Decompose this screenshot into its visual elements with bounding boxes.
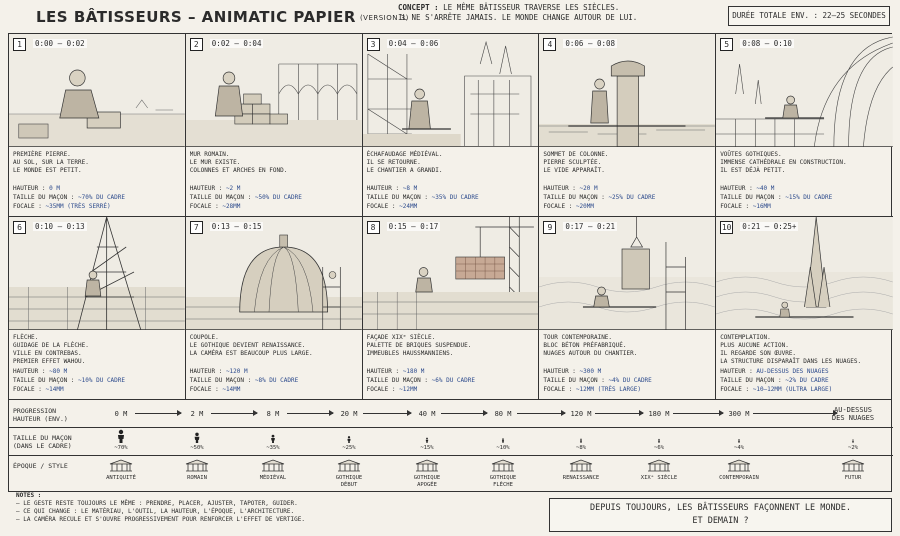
epoch-label: MÉDIÉVAL [259,475,287,481]
focale-value: ~12MM (TRÈS LARGE) [575,386,641,393]
focale-label: FOCALE : [189,203,219,210]
focale-value: ~24MM [399,203,418,210]
hauteur-label: HAUTEUR : [366,185,400,192]
hauteur-value: ~300 M [579,368,602,375]
height-marker: 0 M [114,410,128,418]
panel-description: FLÈCHE. GUIDAGE DE LA FLÈCHE. VILLE EN CONTREBAS. PREMIER EFFET WAHOU. [13,334,89,365]
panel-stats [720,184,889,211]
focale-label: FOCALE : [13,386,42,393]
note-item: – CE QUI CHANGE : LE MATÉRIAU, L'OUTIL, LA HAUTEUR, L'ÉPOQUE, L'ARCHITECTURE. [16,508,295,515]
hauteur-value: ~120 M [225,368,248,375]
mason-size-marker [177,429,217,451]
panel-stats [543,367,711,394]
panel-description: MUR ROMAIN. LE MUR EXISTE. COLONNES ET ARCHES EN FOND. [189,151,288,174]
mason-figure-icon [496,429,510,443]
focale-label: FOCALE : [366,386,396,393]
taille-value: ~10% DU CADRE [78,377,126,384]
mason-size-value: ~50% [190,445,204,451]
hauteur-value: ~20 M [579,185,598,192]
panel-time: 0:21 – 0:25+ [742,222,797,231]
mason-size-value: ~4% [734,445,744,451]
panel-number: 6 [13,221,26,234]
storyboard-panel-9 [539,217,716,400]
building-icon [336,459,362,472]
focale-label: FOCALE : [720,203,750,210]
mason-figure-icon [732,429,746,443]
version-label: (VERSION 3) [359,13,409,22]
epoch-label: ROMAIN [187,475,207,481]
hauteur-value: ~80 M [49,368,68,375]
conclusion-line-2: ET DEMAIN ? [692,516,749,526]
focale-label: FOCALE : [720,386,750,393]
panel-sketch [9,217,185,330]
taille-value: ~70% DU CADRE [78,194,126,201]
panel-sketch [186,217,362,330]
focale-label: FOCALE : [366,203,396,210]
panel-stats [543,184,711,211]
storyboard-panel-6 [9,217,186,400]
panel-stats [13,184,181,211]
panel-number: 10 [721,223,732,232]
panel-number: 9 [543,221,556,234]
taille-value: ~25% DU CADRE [608,194,656,201]
panel-sketch [716,34,893,147]
taille-value: ~6% DU CADRE [431,377,475,384]
hauteur-label: HAUTEUR : [543,185,576,192]
hauteur-label: HAUTEUR : [543,368,576,375]
height-marker: 20 M [340,410,358,418]
storyboard-panel-1 [9,34,186,217]
height-marker: 80 M [494,410,512,418]
epoch-label: GOTHIQUE FLÈCHE [489,475,517,488]
mason-size-value: ~10% [496,445,510,451]
mason-figure-icon [652,429,666,443]
mason-size-marker [329,429,369,451]
mason-size-value: ~8% [576,445,586,451]
panel-description: VOÛTES GOTHIQUES. IMMENSE CATHÉDRALE EN CONSTRUCTION. IL EST DÉJÀ PETIT. [720,151,847,174]
focale-value: ~16MM [752,203,771,210]
panel-sketch [363,217,539,330]
epoch-label: FUTUR [844,475,862,481]
mason-size-marker [483,429,523,451]
epoch-marker [821,459,885,482]
storyboard-panel-4 [539,34,716,217]
height-marker: 120 M [570,410,592,418]
taille-label: TAILLE DU MAÇON : [720,377,782,384]
mason-size-value: ~15% [420,445,434,451]
hauteur-label: HAUTEUR : [189,185,223,192]
taille-label: TAILLE DU MAÇON : [543,377,605,384]
panel-time: 0:15 – 0:17 [388,222,439,231]
panel-time: 0:04 – 0:06 [388,39,439,48]
height-marker: 300 M [728,410,750,418]
epoch-label: ANTIQUITÉ [106,475,136,481]
taille-value: ~50% DU CADRE [254,194,302,201]
epoch-marker [165,459,229,482]
focale-label: FOCALE : [543,203,573,210]
notes [16,492,536,524]
panel-time: 0:02 – 0:04 [211,39,262,48]
concept-text [398,3,637,23]
duration-box: DURÉE TOTALE ENV. : 22–25 SECONDES [728,6,890,26]
mason-figure-icon [114,429,128,443]
panel-description: COUPOLE. LE GOTHIQUE DEVIENT RENAISSANCE. LA CAMÉRA EST BEAUCOUP PLUS LARGE. [189,334,313,357]
epoch-label: GOTHIQUE DÉBUT [335,475,363,488]
epoch-label: XIXᵉ SIÈCLE [640,475,678,481]
timeline-row-taille [9,428,893,456]
mason-figure-icon [420,429,434,443]
panel-description: CONTEMPLATION. PLUS AUCUNE ACTION. IL REGARDE SON ŒUVRE. LA STRUCTURE DISPARAÎT DANS LES NUAGES. [720,334,862,365]
epoch-marker [471,459,535,489]
focale-value: ~20MM [575,203,594,210]
building-icon [726,459,752,472]
focale-label: FOCALE : [13,203,42,210]
epoch-marker [707,459,771,482]
building-icon [414,459,440,472]
focale-value: ~14MM [222,386,241,393]
epoch-marker [549,459,613,482]
notes-title: NOTES : [16,492,42,499]
epoch-label: RENAISSANCE [562,475,600,481]
height-marker: 40 M [418,410,436,418]
panel-sketch [363,34,539,147]
building-icon [108,459,134,472]
mason-figure-icon [846,429,860,443]
taille-label: TAILLE DU MAÇON : [366,377,429,384]
panel-number: 3 [367,38,380,51]
panel-time: 0:06 – 0:08 [565,39,616,48]
mason-size-value: ~25% [342,445,356,451]
timeline-table [8,400,892,492]
height-marker: 8 M [266,410,280,418]
building-icon [840,459,866,472]
panel-time: 0:00 – 0:02 [35,39,85,48]
mason-size-marker [833,429,873,451]
epoch-marker [241,459,305,482]
mason-size-value: ~35% [266,445,280,451]
mason-size-value: ~70% [114,445,128,451]
focale-label: FOCALE : [189,386,219,393]
taille-value: ~2% DU CADRE [785,377,829,384]
mason-figure-icon [190,429,204,443]
conclusion-line-1: DEPUIS TOUJOURS, LES BÂTISSEURS FAÇONNENT LE MONDE. [590,503,851,513]
building-icon [184,459,210,472]
hauteur-value: ~2 M [225,185,241,192]
epoch-label: CONTEMPORAIN [719,475,759,481]
epoch-marker [395,459,459,489]
mason-size-marker [407,429,447,451]
conclusion-box [549,498,892,532]
taille-value: ~8% DU CADRE [254,377,299,384]
height-marker: AU-DESSUS DES NUAGES [831,406,875,422]
storyboard-panel-3 [363,34,540,217]
epoch-marker [627,459,691,482]
hauteur-label: HAUTEUR : [366,368,400,375]
panel-sketch [186,34,362,147]
panel-time: 0:08 – 0:10 [742,39,792,48]
panel-number: 8 [367,221,380,234]
panel-number: 2 [190,38,203,51]
taille-label: TAILLE DU MAÇON : [189,194,252,201]
storyboard-panel-2 [186,34,363,217]
focale-value: ~28MM [222,203,241,210]
panel-sketch [539,34,715,147]
taille-label: TAILLE DU MAÇON : [13,377,75,384]
taille-label: TAILLE DU MAÇON : [189,377,252,384]
taille-label: TAILLE DU MAÇON : [720,194,782,201]
storyboard-panel-10 [716,217,893,400]
mason-figure-icon [342,429,356,443]
taille-label: TAILLE DU MAÇON : [366,194,429,201]
hauteur-label: HAUTEUR : [13,368,46,375]
mason-figure-icon [266,429,280,443]
taille-label: TAILLE DU MAÇON (DANS LE CADRE) [13,434,72,450]
panel-description: TOUR CONTEMPORAINE. BLOC BÉTON PRÉFABRIQUÉ. NUAGES AUTOUR DU CHANTIER. [543,334,638,357]
height-marker: 2 M [190,410,204,418]
focale-value: ~10–12MM (ULTRA LARGE) [752,386,833,393]
panel-number: 1 [13,38,26,51]
progression-label: PROGRESSION HAUTEUR (ENV.) [13,407,68,423]
taille-value: ~35% DU CADRE [431,194,479,201]
mason-size-marker [561,429,601,451]
panel-stats [367,184,535,211]
building-icon [646,459,672,472]
mason-size-marker [639,429,679,451]
epoch-marker [317,459,381,489]
hauteur-value: ~40 M [756,185,775,192]
hauteur-label: HAUTEUR : [189,368,223,375]
storyboard-grid [8,33,892,400]
panel-stats [13,367,181,394]
taille-value: ~15% DU CADRE [785,194,833,201]
building-icon [490,459,516,472]
building-icon [568,459,594,472]
panel-description: ÉCHAFAUDAGE MÉDIÉVAL. IL SE RETOURNE. LE CHANTIER A GRANDI. [366,151,443,174]
panel-stats [367,367,535,394]
mason-figure-icon [574,429,588,443]
panel-number: 7 [190,221,203,234]
hauteur-value: AU-DESSUS DES NUAGES [756,368,829,375]
mason-size-value: ~2% [848,445,858,451]
panel-stats [720,367,889,394]
hauteur-value: ~8 M [402,185,418,192]
panel-description: FAÇADE XIXᵉ SIÈCLE. PALETTE DE BRIQUES SUSPENDUE. IMMEUBLES HAUSSMANNIENS. [366,334,472,357]
panel-time: 0:17 – 0:21 [565,222,616,231]
page-title: LES BÂTISSEURS – ANIMATIC PAPIER (VERSION 3) [36,8,409,26]
concept-line-1: LE MÊME BÂTISSEUR TRAVERSE LES SIÈCLES. [443,3,620,12]
taille-value: ~4% DU CADRE [608,377,652,384]
height-marker: 180 M [648,410,670,418]
note-item: – LA CAMÉRA RECULE ET S'OUVRE PROGRESSIVEMENT POUR RENFORCER L'EFFET DE VERTIGE. [16,516,305,523]
panel-stats [190,367,358,394]
taille-label: TAILLE DU MAÇON : [13,194,75,201]
hauteur-value: ~180 M [402,368,425,375]
hauteur-value: 0 M [49,185,60,192]
panel-time: 0:10 – 0:13 [35,222,85,231]
focale-label: FOCALE : [543,386,573,393]
storyboard-panel-8 [363,217,540,400]
focale-value: ~12MM [399,386,418,393]
concept-label: CONCEPT : [398,3,439,12]
panel-sketch [9,34,185,147]
epoque-label: ÉPOQUE / STYLE [13,462,68,470]
panel-stats [190,184,358,211]
panel-number: 5 [720,38,733,51]
epoch-marker [89,459,153,482]
panel-description: PREMIÈRE PIERRE. AU SOL, SUR LA TERRE. LE MONDE EST PETIT. [13,151,89,174]
mason-size-value: ~6% [654,445,664,451]
mason-size-marker [101,429,141,451]
focale-value: ~35MM (TRÈS SERRÉ) [45,203,111,210]
hauteur-label: HAUTEUR : [13,185,46,192]
taille-label: TAILLE DU MAÇON : [543,194,605,201]
hauteur-label: HAUTEUR : [720,185,753,192]
panel-sketch [539,217,715,330]
building-icon [260,459,286,472]
hauteur-label: HAUTEUR : [720,368,753,375]
storyboard-panel-7 [186,217,363,400]
panel-description: SOMMET DE COLONNE. PIERRE SCULPTÉE. LE VIDE APPARAÎT. [543,151,609,174]
panel-number: 4 [543,38,556,51]
note-item: – LE GESTE RESTE TOUJOURS LE MÊME : PRENDRE, PLACER, AJUSTER, TAPOTER, GUIDER. [16,500,298,507]
panel-time: 0:13 – 0:15 [211,222,262,231]
concept-line-2: IL NE S'ARRÊTE JAMAIS. LE MONDE CHANGE AUTOUR DE LUI. [398,13,638,22]
mason-size-marker [253,429,293,451]
storyboard-panel-5 [716,34,893,217]
header [0,0,900,34]
epoch-label: GOTHIQUE APOGÉE [413,475,441,488]
mason-size-marker [719,429,759,451]
focale-value: ~14MM [45,386,64,393]
panel-sketch [716,217,893,330]
